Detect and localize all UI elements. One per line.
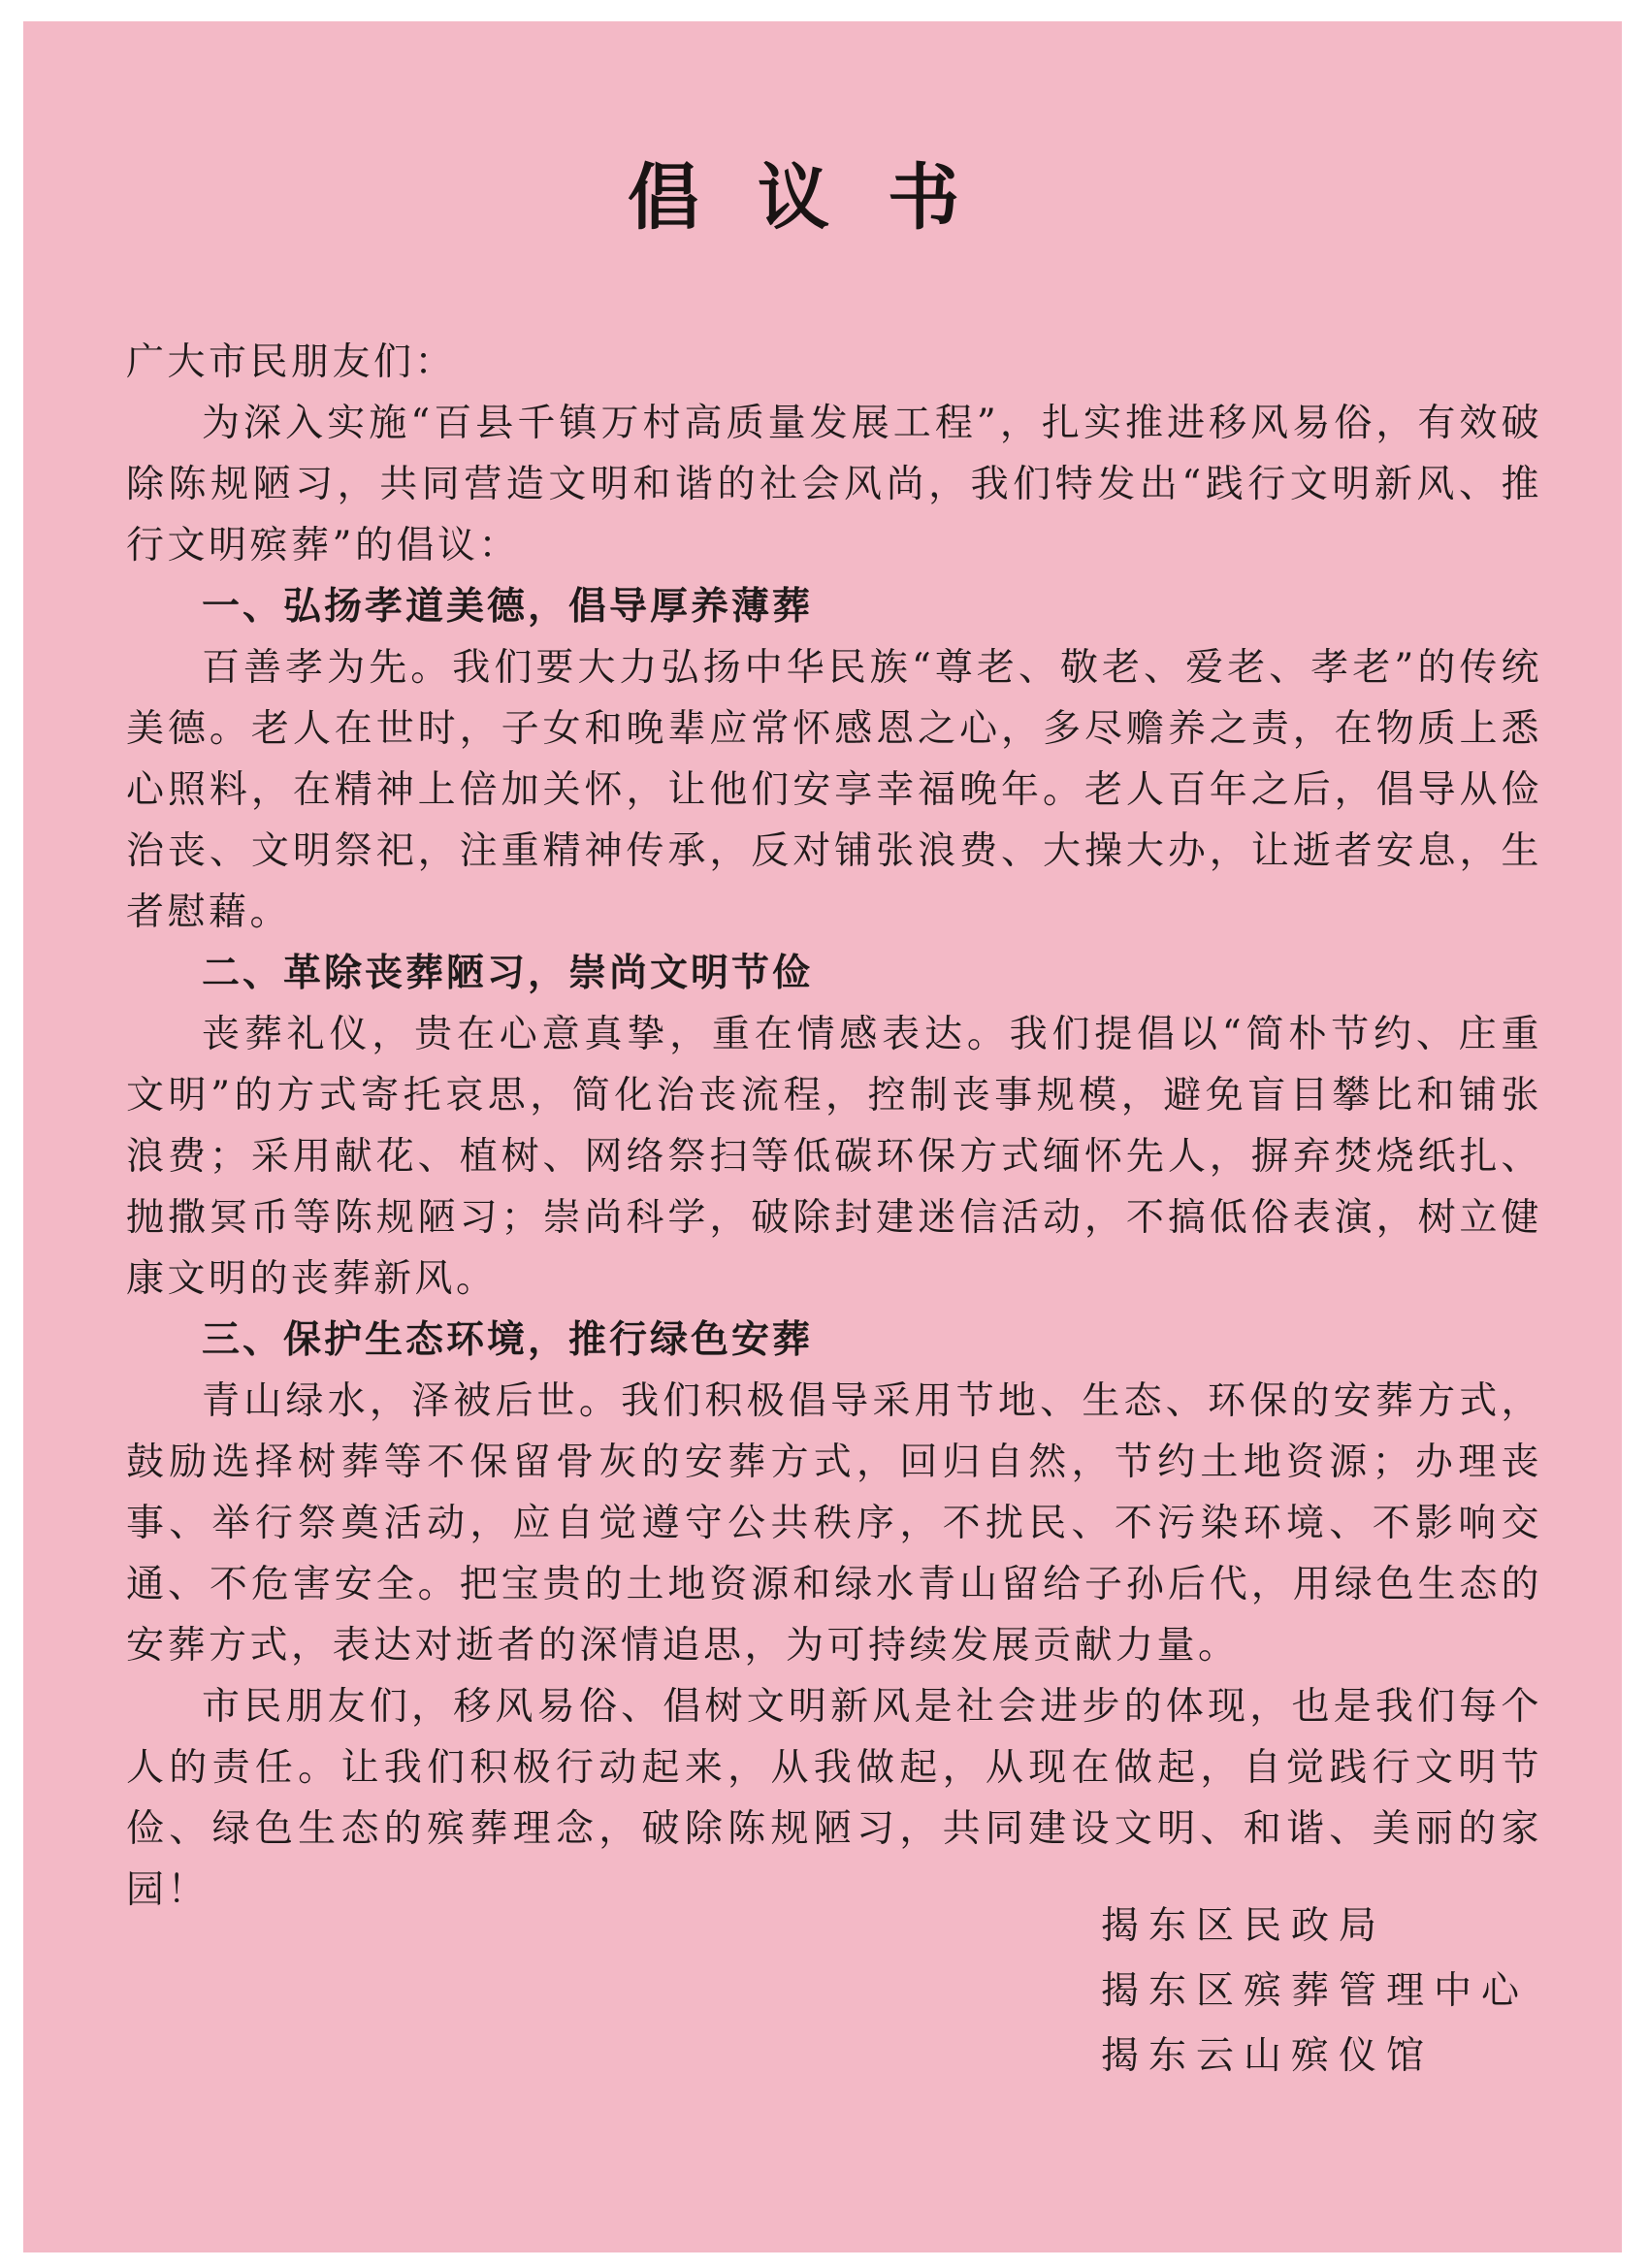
- document-body: [126, 332, 1542, 1921]
- section-heading-2: 二、革除丧葬陋习，崇尚文明节俭: [202, 952, 814, 995]
- intro-paragraph: 为深入实施“百县千镇万村高质量发展工程”，扎实推进移风易俗，有效破除陈规陋习，共同营造文明和谐的社会风尚，我们特发出“践行文明新风、推行文明殡葬”的倡议：: [126, 402, 1542, 567]
- document-title: 倡议书: [628, 156, 1018, 240]
- document-sheet: [23, 21, 1622, 2252]
- greeting: 广大市民朋友们：: [126, 340, 457, 384]
- section-heading-1: 一、弘扬孝道美德，倡导厚养薄葬: [202, 585, 814, 629]
- section-body-3: 青山绿水，泽被后世。我们积极倡导采用节地、生态、环保的安葬方式，鼓励选择树葬等不保留骨灰的安葬方式，回归自然，节约土地资源；办理丧事、举行祭奠活动，应自觉遵守公共秩序，不扰民、不污染环境、不影响交通、不危害安全。把宝贵的土地资源和绿水青山留给子孙后代，用绿色生态的安葬方式，表达对逝者的深情追思，为可持续发展贡献力量。: [126, 1379, 1542, 1668]
- closing-paragraph: 市民朋友们，移风易俗、倡树文明新风是社会进步的体现，也是我们每个人的责任。让我们积极行动起来，从我做起，从现在做起，自觉践行文明节俭、绿色生态的殡葬理念，破除陈规陋习，共同建设文明、和谐、美丽的家园！: [126, 1685, 1542, 1912]
- section-body-2: 丧葬礼仪，贵在心意真挚，重在情感表达。我们提倡以“简朴节约、庄重文明”的方式寄托哀思，简化治丧流程，控制丧事规模，避免盲目攀比和铺张浪费；采用献花、植树、网络祭扫等低碳环保方式缅怀先人，摒弃焚烧纸扎、抛撒冥币等陈规陋习；崇尚科学，破除封建迷信活动，不搞低俗表演，树立健康文明的丧葬新风。: [126, 1013, 1542, 1301]
- section-body-1: 百善孝为先。我们要大力弘扬中华民族“尊老、敬老、爱老、孝老”的传统美德。老人在世时，子女和晚辈应常怀感恩之心，多尽赡养之责，在物质上悉心照料，在精神上倍加关怀，让他们安享幸福晚年。老人百年之后，倡导从俭治丧、文明祭祀，注重精神传承，反对铺张浪费、大操大办，让逝者安息，生者慰藉。: [126, 646, 1542, 934]
- section-heading-3: 三、保护生态环境，推行绿色安葬: [202, 1318, 814, 1362]
- signature-block: [1101, 1894, 1529, 2089]
- signatory-funeral-management-center: 揭东区殡葬管理中心: [1100, 1969, 1529, 2013]
- signatory-funeral-home: 揭东云山殡仪馆: [1100, 2034, 1434, 2078]
- signatory-civil-affairs-bureau: 揭东区民政局: [1100, 1904, 1386, 1948]
